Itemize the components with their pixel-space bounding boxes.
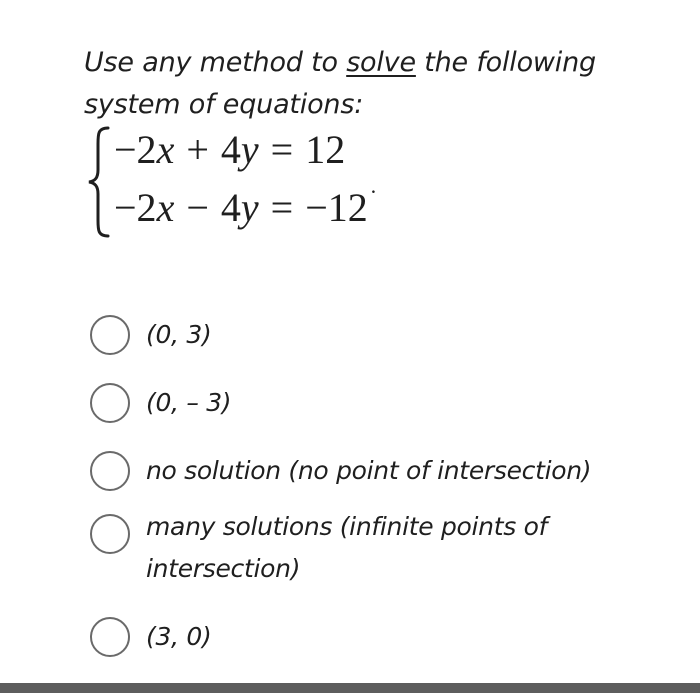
equation-1	[114, 126, 345, 174]
eq2-coef-x: −2	[114, 185, 157, 230]
eq1-operator: +	[186, 127, 209, 172]
option-0-3[interactable]	[90, 314, 670, 356]
radio-button[interactable]	[90, 451, 130, 491]
option-label: (0, – 3)	[146, 388, 232, 417]
eq2-trailing-mark: ·	[369, 179, 378, 204]
option-many-solutions[interactable]	[90, 506, 670, 590]
equation-2	[114, 179, 378, 238]
option-3-0[interactable]	[90, 616, 670, 658]
eq2-var-x: x	[156, 185, 175, 230]
option-no-solution[interactable]	[90, 450, 670, 492]
radio-button[interactable]	[90, 315, 130, 355]
option-0-neg3[interactable]	[90, 382, 670, 424]
eq1-equals: =	[270, 127, 294, 172]
question-prefix: Use any method to	[84, 47, 347, 78]
eq1-var-x: x	[156, 127, 175, 172]
eq2-coef-y: 4	[220, 185, 241, 230]
option-label: many solutions (infinite points of intersection)	[146, 512, 548, 583]
eq1-coef-y: 4	[220, 127, 241, 172]
radio-button[interactable]	[90, 617, 130, 657]
eq2-rhs: −12	[305, 185, 368, 230]
eq1-rhs: 12	[305, 127, 346, 172]
equation-system	[86, 122, 486, 242]
question-suffix: the following system of equations:	[84, 47, 596, 120]
left-brace-icon	[86, 124, 112, 240]
option-label: no solution (no point of intersection)	[146, 456, 592, 485]
radio-button[interactable]	[90, 383, 130, 423]
option-label: (3, 0)	[146, 622, 212, 651]
eq2-operator: −	[186, 185, 209, 230]
question-underlined-word: solve	[346, 47, 416, 78]
option-label: (0, 3)	[146, 320, 212, 349]
radio-button[interactable]	[90, 514, 130, 554]
eq1-var-y: y	[240, 127, 259, 172]
question-text	[84, 42, 644, 126]
eq1-coef-x: −2	[114, 127, 157, 172]
eq2-var-y: y	[240, 185, 259, 230]
eq2-equals: =	[270, 185, 294, 230]
bottom-bar	[0, 683, 700, 693]
